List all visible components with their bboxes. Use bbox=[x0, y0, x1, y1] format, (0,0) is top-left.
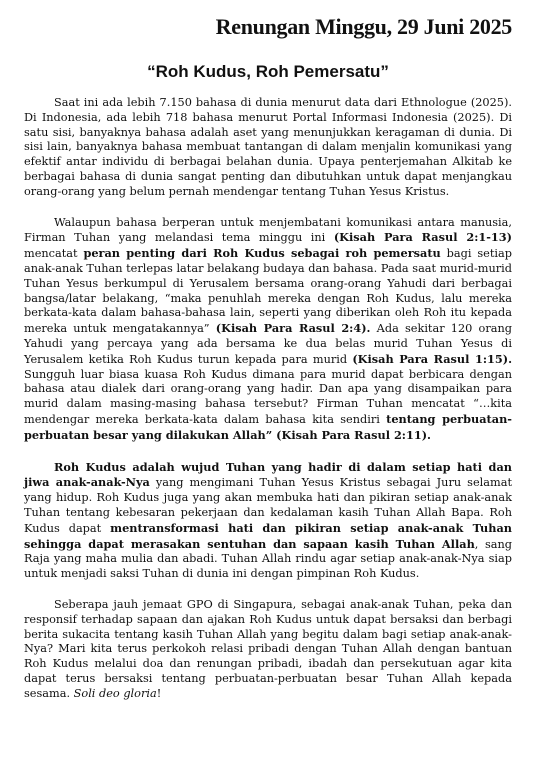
text-run: bagi setiap anak-anak Tuhan terlepas latar belakang budaya dan bahasa. Pada saat murid-murid Tuhan Yesus berkumpul di Yerusalem bersama orang-orang Yahudi dari berbagai bangsa/latar belakang, “maka penuhlah mereka dengan Roh Kudus, lalu mereka berkata-kata dalam bahasa-bahasa lain, seperti yang diberikan oleh Roh itu kepada mereka untuk mengatakannya” bbox=[24, 247, 512, 336]
paragraph bbox=[24, 460, 512, 582]
bold-text: (Kisah Para Rasul 2:1-13) bbox=[333, 230, 512, 245]
bold-text: (Kisah Para Rasul 1:15). bbox=[352, 351, 513, 366]
paragraph bbox=[24, 598, 512, 702]
bold-text: (Kisah Para Rasul 2:4). bbox=[215, 321, 371, 336]
text-run: Sungguh luar biasa kuasa Roh Kudus dimana para murid dapat berbicara dengan bahasa atau dialek dari orang-orang yang hadir. Dan apa yang disampaikan para murid dalam masing-masing bahasa tersebut? Firman Tuhan mencatat “…kita mendengar mereka berkata-kata dalam bahasa kita sendiri bbox=[24, 367, 512, 426]
text-run: Walaupun bahasa berperan untuk menjembatani komunikasi antara manusia, Firman Tuhan yang melandasi tema minggu ini bbox=[24, 215, 512, 245]
text-run: ! bbox=[156, 686, 162, 700]
bold-text: peran penting dari Roh Kudus sebagai roh pemersatu bbox=[83, 246, 441, 261]
text-run: Saat ini ada lebih 7.150 bahasa di dunia menurut data dari Ethnologue (2025). Di Indonesia, ada lebih 718 bahasa menurut Portal Informasi Indonesia (2025). Di satu sisi, banyaknya bahasa adalah aset yang menunjukkan keragaman di dunia. Di sisi lain, banyaknya bahasa membuat tantangan di dalam menjalin komunikasi yang efektif antar individu di berbagai belahan dunia. Upaya penterjemahan Alkitab ke berbagai bahasa di dunia sangat penting dan dibutuhkan untuk dapat menjangkau orang-orang yang belum pernah mendengar tentang Tuhan Yesus Kristus. bbox=[24, 96, 512, 198]
text-run: Seberapa jauh jemaat GPO di Singapura, sebagai anak-anak Tuhan, peka dan responsif terhadap sapaan dan ajakan Roh Kudus untuk dapat bersaksi dan berbagi berita sukacita tentang kasih Tuhan Allah yang begitu dalam bagi setiap anak-anak-Nya? Mari kita terus perkokoh relasi pribadi dengan Tuhan Allah dengan bantuan Roh Kudus melalui doa dan renungan pribadi, ibadah dan persekutuan agar kita dapat terus bersaksi tentang perbuatan-perbuatan besar Tuhan Allah kepada sesama. bbox=[24, 597, 512, 700]
text-run: Ada sekitar 120 orang Yahudi yang percaya yang ada bersama ke dua belas murid Tuhan Yesus di Yerusalem ketika Roh Kudus turun kepada para murid bbox=[24, 322, 512, 366]
paragraph bbox=[24, 96, 512, 200]
italic-text: Soli deo gloria bbox=[73, 686, 157, 700]
document-body bbox=[24, 96, 512, 701]
text-run: mencatat bbox=[24, 247, 84, 261]
header-title: Renungan Minggu, 29 Juni 2025 bbox=[215, 14, 512, 39]
text-run: , sang Raja yang maha mulia dan abadi. Tuhan Allah rindu agar setiap anak-anak-Nya siap untuk menjadi saksi Tuhan di dunia ini dengan pimpinan Roh Kudus. bbox=[24, 537, 512, 581]
text-run: yang mengimani Tuhan Yesus Kristus sebagai Juru selamat yang hidup. Roh Kudus juga yang akan membuka hati dan pikiran setiap anak-anak Tuhan tentang kebesaran pekerjaan dan kedalaman kasih Tuhan Allah Bapa. Roh Kudus dapat bbox=[24, 476, 512, 535]
bold-text: Roh Kudus adalah wujud Tuhan yang hadir di dalam setiap hati dan jiwa anak-anak-Nya bbox=[24, 459, 512, 490]
paragraph bbox=[24, 216, 512, 444]
document-title: “Roh Kudus, Roh Pemersatu” bbox=[147, 62, 389, 81]
bold-text: mentransformasi hati dan pikiran setiap anak-anak Tuhan sehingga dapat merasakan sentuhan dan sapaan kasih Tuhan Allah bbox=[24, 520, 512, 551]
bold-text: tentang perbuatan-perbuatan besar yang dilakukan Allah” (Kisah Para Rasul 2:11). bbox=[24, 411, 512, 442]
